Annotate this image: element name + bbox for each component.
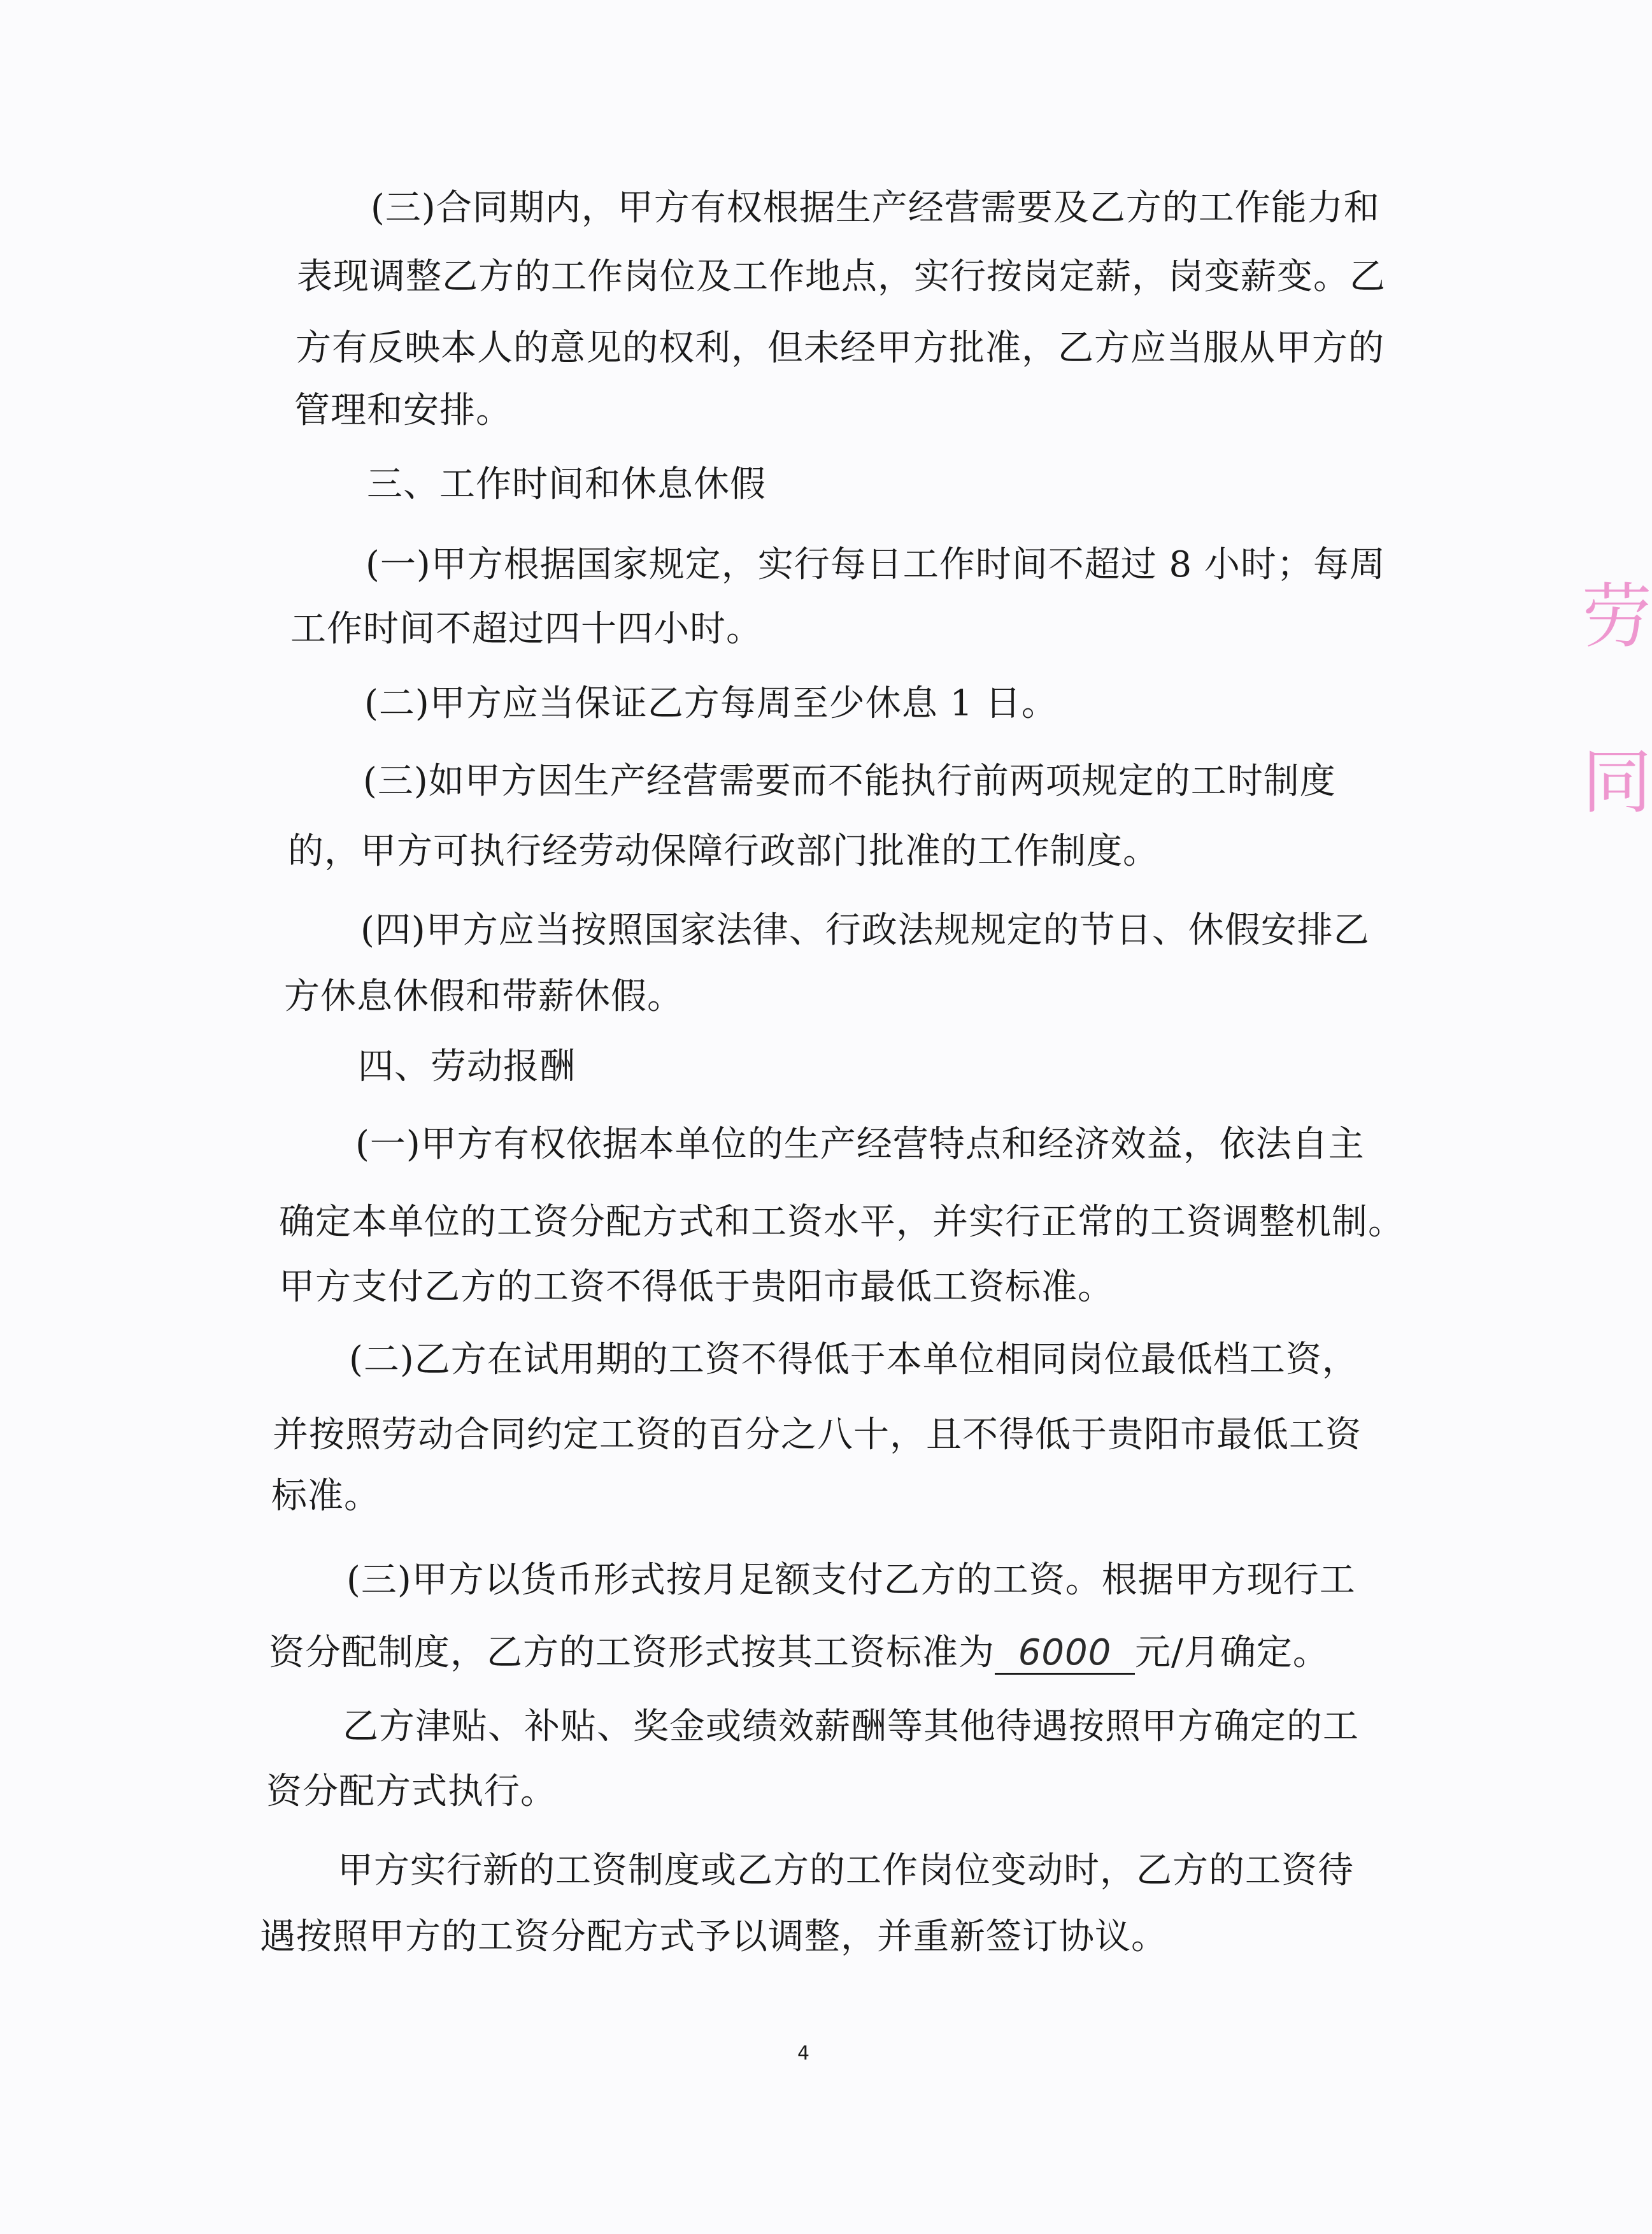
seal-stamp-char-1: 劳 <box>1582 576 1652 657</box>
seal-stamp-fragment <box>1582 561 1652 866</box>
clause-work-1-line-1: (一)甲方根据国家规定，实行每日工作时间不超过 8 小时；每周 <box>366 544 1386 585</box>
clause-pay-2-line-1: (二)乙方在试用期的工资不得低于本单位相同岗位最低档工资， <box>349 1339 1358 1380</box>
allowance-line-2: 资分配方式执行。 <box>266 1771 557 1812</box>
clause-3-3-line-1: (三)合同期内，甲方有权根据生产经营需要及乙方的工作能力和 <box>371 187 1380 229</box>
clause-pay-1-line-3: 甲方支付乙方的工资不得低于贵阳市最低工资标准。 <box>279 1266 1114 1308</box>
clause-pay-2-line-2: 并按照劳动合同约定工资的百分之八十，且不得低于贵阳市最低工资 <box>273 1414 1362 1456</box>
adjustment-line-1: 甲方实行新的工资制度或乙方的工作岗位变动时，乙方的工资待 <box>338 1850 1354 1891</box>
clause-pay-2-line-3: 标准。 <box>271 1475 380 1517</box>
salary-prefix: 资分配制度，乙方的工资形式按其工资标准为 <box>269 1632 995 1673</box>
clause-pay-1-line-2: 确定本单位的工资分配方式和工资水平，并实行正常的工资调整机制。 <box>279 1201 1404 1243</box>
clause-work-4-line-2: 方休息休假和带薪休假。 <box>284 976 683 1017</box>
salary-suffix: 元/月确定。 <box>1135 1632 1329 1673</box>
clause-work-3-line-1: (三)如甲方因生产经营需要而不能执行前两项规定的工时制度 <box>363 761 1336 802</box>
clause-work-2: (二)甲方应当保证乙方每周至少休息 1 日。 <box>364 683 1058 724</box>
allowance-line-1: 乙方津贴、补贴、奖金或绩效薪酬等其他待遇按照甲方确定的工 <box>343 1706 1359 1747</box>
clause-3-3-line-3: 方有反映本人的意见的权利，但未经甲方批准，乙方应当服从甲方的 <box>296 327 1385 369</box>
clause-work-3-line-2: 的，甲方可执行经劳动保障行政部门批准的工作制度。 <box>288 831 1159 872</box>
section-heading-work-hours: 三、工作时间和休息休假 <box>367 464 766 505</box>
salary-amount-handwritten: 6000 <box>995 1633 1135 1675</box>
clause-pay-3-line-1: (三)甲方以货币形式按月足额支付乙方的工资。根据甲方现行工 <box>346 1559 1356 1601</box>
clause-work-4-line-1: (四)甲方应当按照国家法律、行政法规规定的节日、休假安排乙 <box>360 910 1370 951</box>
clause-pay-3-line-2 <box>269 1631 1329 1675</box>
section-heading-remuneration: 四、劳动报酬 <box>358 1046 576 1087</box>
clause-work-1-line-2: 工作时间不超过四十四小时。 <box>290 608 762 650</box>
clause-3-3-line-4: 管理和安排。 <box>294 390 512 431</box>
clause-pay-1-line-1: (一)甲方有权依据本单位的生产经营特点和经济效益，依法自主 <box>355 1124 1365 1165</box>
clause-3-3-line-2: 表现调整乙方的工作岗位及工作地点，实行按岗定薪，岗变薪变。乙 <box>297 256 1386 297</box>
page-number: 4 <box>797 2042 810 2065</box>
adjustment-line-2: 遇按照甲方的工资分配方式予以调整，并重新签订协议。 <box>260 1916 1167 1958</box>
seal-stamp-char-2: 同 <box>1582 741 1652 823</box>
